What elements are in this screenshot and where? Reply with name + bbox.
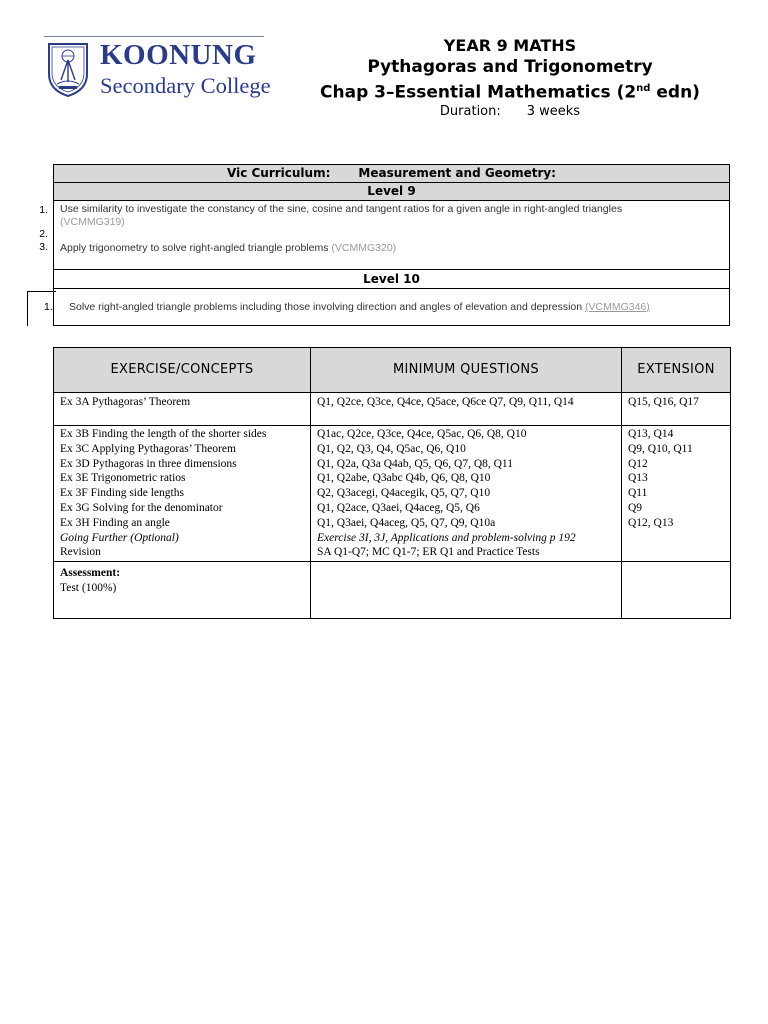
list-item: Q1, Q2ace, Q3aei, Q4aceg, Q5, Q6 [317, 501, 480, 514]
list-item: Q9 [628, 501, 643, 514]
table-row-group [54, 426, 731, 562]
list-item: Ex 3B Finding the length of the shorter sides [60, 428, 267, 440]
title-block [290, 36, 730, 120]
assessment-value: Test (100%) [60, 581, 117, 594]
outcome-text: Solve right-angled triangle problems including those involving direction and angles of elevation and depression (VCMMG346) [69, 301, 650, 313]
list-item: Q13 [628, 472, 648, 485]
curriculum-header: Vic Curriculum: Measurement and Geometry: [54, 165, 729, 183]
list-item: Going Further (Optional) [60, 531, 179, 544]
extension-cell: Q15, Q16, Q17 [622, 393, 731, 426]
list-item: Q2, Q3acegi, Q4acegik, Q5, Q7, Q10 [317, 487, 491, 500]
concept-cell: Ex 3A Pythagoras’ Theorem [54, 393, 311, 426]
level9-outcomes [39, 201, 729, 270]
assessment-cell [54, 562, 311, 619]
list-item: Ex 3G Solving for the denominator [60, 501, 223, 514]
minimum-list [311, 426, 622, 562]
empty-cell [311, 562, 622, 619]
list-item: Q9, Q10, Q11 [628, 442, 693, 455]
list-item: Q1, Q3aei, Q4aceg, Q5, Q7, Q9, Q10a [317, 516, 496, 529]
level9-header: Level 9 [54, 183, 729, 201]
table-header-row [54, 348, 731, 393]
outcome-number: 3. [39, 241, 48, 253]
list-item: Q11 [628, 487, 648, 500]
school-logo [42, 35, 271, 101]
duration [290, 104, 730, 120]
list-item: Ex 3C Applying Pythagoras’ Theorem [60, 442, 236, 455]
list-item: Ex 3F Finding side lengths [60, 487, 184, 500]
outcome-number: 1. [39, 204, 48, 216]
curriculum-code: (VCMMG320) [331, 242, 397, 254]
list-item: Q1, Q2abe, Q3abc Q4b, Q6, Q8, Q10 [317, 472, 491, 485]
list-item: Q12 [628, 457, 648, 470]
assessment-label: Assessment: [60, 567, 121, 580]
list-item: Ex 3D Pythagoras in three dimensions [60, 457, 237, 470]
exercise-table [53, 347, 731, 619]
list-item: Q13, Q14 [628, 428, 674, 440]
concept-list [54, 426, 311, 562]
list-item: SA Q1-Q7; MC Q1-7; ER Q1 and Practice Tests [317, 546, 540, 559]
list-item: Ex 3H Finding an angle [60, 516, 170, 529]
empty-cell [622, 562, 731, 619]
duration-value: 3 weeks [526, 103, 581, 119]
list-item: Ex 3E Trigonometric ratios [60, 472, 186, 485]
list-item: Exercise 3I, 3J, Applications and problem-solving p 192 [317, 531, 576, 544]
minimum-cell: Q1, Q2ce, Q3ce, Q4ce, Q5ace, Q6ce Q7, Q9, Q11, Q14 [311, 393, 622, 426]
level10-outcomes [44, 289, 729, 325]
list-item: Q1, Q2a, Q3a Q4ab, Q5, Q6, Q7, Q8, Q11 [317, 457, 514, 470]
list-item [628, 545, 724, 560]
curriculum-code-link[interactable]: (VCMMG346) [585, 301, 650, 313]
extension-list [622, 426, 731, 562]
outcome-number: 1. [44, 301, 53, 313]
list-item: Q1ac, Q2ce, Q3ce, Q4ce, Q5ac, Q6, Q8, Q10 [317, 428, 527, 440]
year-title: YEAR 9 MATHS [443, 36, 577, 55]
logo-subtitle: Secondary College [100, 73, 271, 98]
header-exercise-concepts: EXERCISE/CONCEPTS [54, 348, 311, 393]
list-item: Revision [60, 546, 101, 559]
logo-name: KOONUNG [100, 39, 257, 71]
header-minimum-questions: MINIMUM QUESTIONS [311, 348, 622, 393]
school-crest-icon [45, 40, 91, 98]
level10-header: Level 10 [54, 270, 729, 289]
list-item [628, 531, 724, 546]
list-item: Q1, Q2, Q3, Q4, Q5ac, Q6, Q10 [317, 442, 466, 455]
table-row [54, 393, 731, 426]
outcome-text: Apply trigonometry to solve right-angled triangle problems (VCMMG320) [60, 242, 397, 254]
header-extension: EXTENSION [622, 348, 731, 393]
chapter-title: Chap 3–Essential Mathematics (2nd edn) [320, 82, 700, 103]
assessment-row [54, 562, 731, 619]
list-item: Q12, Q13 [628, 516, 674, 529]
curriculum-table [39, 164, 730, 326]
curriculum-code: (VCMMG319) [60, 215, 125, 228]
outcome-text: Use similarity to investigate the constancy of the sine, cosine and tangent ratios for a given angle in right-angled triangles (VCMMG319) [60, 203, 623, 228]
duration-label: Duration: [439, 103, 501, 119]
outcome-number: 2. [39, 228, 48, 240]
topic-title: Pythagoras and Trigonometry [367, 57, 653, 77]
